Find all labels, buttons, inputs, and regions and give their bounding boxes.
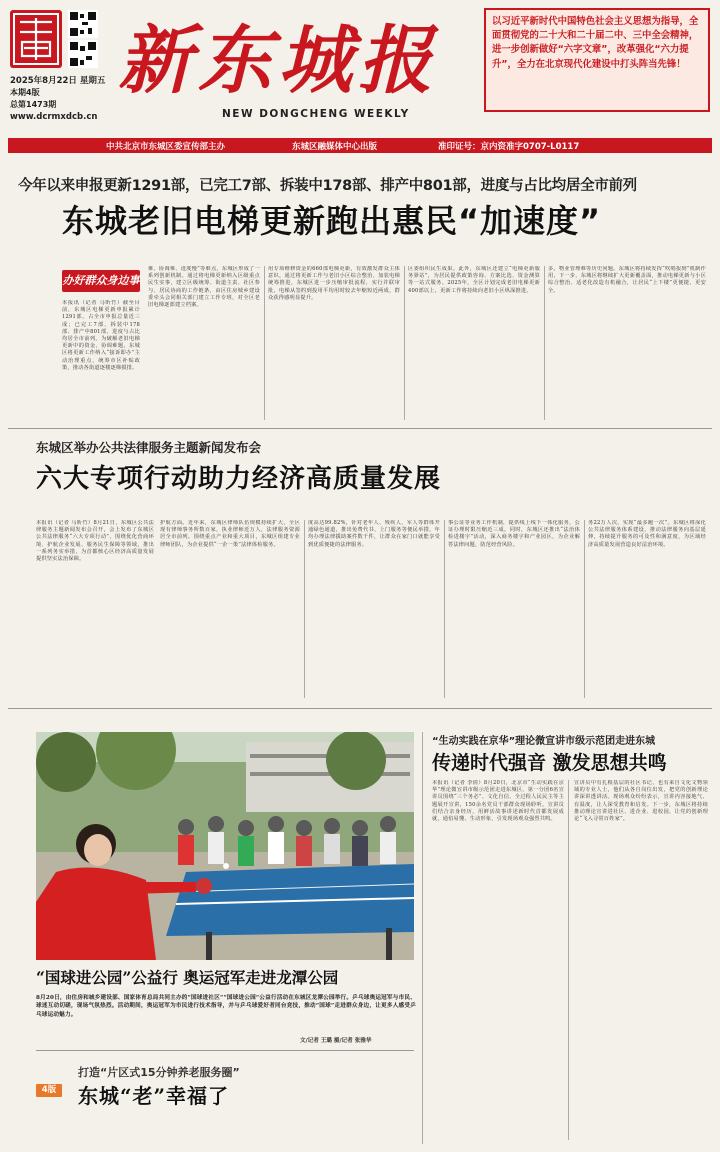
story2-column-2: 护航方面。近年来，东城区律师队伍规模持续扩大，全区现有律师事务所数百家，执业律师近万人，法律服务资源居全市前列。围绕重点产业和重大项目，东城区组建专业律师团队，为企业提供“一企一策”法律体检服务。 [160,520,300,548]
newspaper-title: 新东城报 [118,18,438,104]
story4-headline: 传递时代强音 激发思想共鸣 [432,752,667,774]
story2-column-3: 度高达99.82%，针对老年人、残疾人、军人等群体开通绿色通道，推出免费代书、上门服务等便民举措，年均办理法律援助案件数千件，让群众在家门口就能享受到优质便捷的法律服务。 [308,520,440,548]
teaser-headline[interactable]: 东城“老”幸福了 [78,1084,230,1108]
ping-pong-photo [36,732,414,960]
divider [304,520,305,698]
divider [584,520,585,698]
divider [264,266,265,420]
publisher-text: 东城区融媒体中心出版 [292,142,378,152]
teaser-kicker: 打造“片区式15分钟养老服务圈” [78,1066,240,1079]
story4-column-2: 宣讲员中有扎根基层的社区书记，也有来自文化文物领域的专业人士，他们从各自岗位出发，把党的创新理论讲深讲透讲活。现场观众纷纷表示，宣讲内容接地气、有温度，让人深受教育和启发。下一步，东城区将持续推动理论宣讲进社区、进企业、进校园，让党的创新理论“飞入寻常百姓家”。 [574,780,708,823]
divider [544,266,545,420]
story2-column-5: 务22万人次，实现“最多跑一次”。东城区将深化公共法律服务体系建设，推动法律服务向基层延伸，持续提升服务的可及性和满意度，为区域经济高质量发展营造良好法治环境。 [588,520,706,548]
sponsor-text: 中共北京市东城区委宣传部主办 [106,142,226,152]
seal-logo-icon [10,10,62,68]
column-badge [62,270,140,292]
column-badge-label: 办好群众身边事 [62,274,140,287]
story4-column-1: 本报讯（记者 李倩）8月20日，北京市“生动实践在京华”理论微宣讲市级示范团走进东城区，第一分团6名宣讲员围绕“三个务必”、文化自信、全过程人民民主等主题展开宣讲，150余名党员干部群众现场聆听。宣讲员们结合亲身经历，用鲜活故事讲述新时代首都发展成就，通俗易懂、生动形象，引发现场观众强烈共鸣。 [432,780,564,823]
story4-kicker: “生动实践在京华”理论微宣讲市级示范团走进东城 [432,736,656,747]
story1-column-1: 本报讯（记者 马昕竹）截至目前，东城区电梯更新申报累计1291部，占全市申报总量近三成；已完工7部、拆装中178部、排产中801部，进度与占比均居全市前列。为破解老旧电梯更新中的资金、协调难题，东城区将更新工作纳入“接诉即办”主动治理重点，统筹市区补贴政策，推动各街道逐楼逐梯摸排。 [62,300,140,371]
divider [422,732,423,1144]
story2-headline: 六大专项行动助力经济高质量发展 [36,464,442,494]
newspaper-subtitle: NEW DONGCHENG WEEKLY [222,108,410,120]
section-rule [8,708,712,709]
story1-column-5: 多，物业管理难等历史问题。东城区将持续发挥“吹哨报到”机制作用，下一步，东城区将继续扩大更新覆盖面，推动电梯更新与小区综合整治、适老化改造有机融合，让居民“上下楼”更便捷、更安全。 [548,266,706,294]
story2-kicker: 东城区举办公共法律服务主题新闻发布会 [36,440,262,455]
section-rule [8,428,712,429]
license-text: 准印证号：京内资准字0707-L0117 [438,142,580,152]
qr-code-icon [68,10,98,68]
page-count: 本期4版 [10,88,40,97]
section-rule [36,1050,414,1051]
masthead [0,0,720,132]
issue-date: 2025年8月22日 星期五 [10,76,106,86]
story1-column-2: 难、协调难、进度慢”等难点，东城区形成了一系列创新机制。通过将电梯更新纳入区级重点民生实事，建立区级统筹、街道主责、社区参与、居民协商的工作链条，由区住房城乡建设委牵头会同相关部门建立工作专班，对全区老旧电梯逐部建立档案。 [148,266,260,309]
divider [444,520,445,698]
story2-column-1: 本报讯（记者 马昕竹）8月21日，东城区公共法律服务主题新闻发布会召开，会上发布了东城区公共法律服务“六大专项行动”，围绕优化营商环境、护航企业发展、服务民生保障等领域，推出一系列务实举措，为首都核心区经济高质量发展提供坚实法治保障。 [36,520,154,563]
teaser-page-tag[interactable]: 4版 [36,1084,62,1097]
story1-column-4: 区委组织民生成果。此外，东城区还建立“电梯更新服务驿站”，为居民提供政策咨询、方案比选、资金测算等一站式服务。2025年，全区计划完成老旧电梯更新400部以上，更新工作将持续向老旧小区纵深推进。 [408,266,540,294]
divider [404,266,405,420]
slogan-box [484,8,710,112]
issue-number: 总第1473期 [10,100,57,109]
story3-credit: 文/记者 王璐 摄/记者 张雅华 [300,1038,372,1044]
story2-column-4: 事公证等业务工作机制，提供线上线下一体化服务，公证办理时限压缩近三成。同时，东城区还推出“法治体检进楼宇”活动，深入商务楼宇和产业园区，为企业解答法律问题，防范经营风险。 [448,520,580,548]
divider [568,780,569,1140]
slogan-text: 以习近平新时代中国特色社会主义思想为指导，全面贯彻党的二十大和二十届二中、三中全会精神，进一步创新做好“六字文章”，改革强化“六力提升”，全力在北京现代化建设中打头阵当先锋！ [492,16,699,70]
website-link[interactable]: www.dcrmxdcb.cn [10,112,98,122]
info-bar [8,138,712,153]
story1-kicker: 今年以来申报更新1291部，已完工7部、拆装中178部、排产中801部，进度与占比均居全市前列 [18,178,637,194]
story1-column-3: 用专项维修资金的660部电梯更新，有效激发群众主体意识。通过将更新工作与老旧小区综合整治、加装电梯统筹推进，东城区进一步压缩审批流程，实行并联审批，电梯从签约到投用平均用时较去年缩短近两成，群众获得感明显提升。 [268,266,400,301]
story1-headline: 东城老旧电梯更新跑出惠民“加速度” [62,202,602,240]
story3-headline: “国球进公园”公益行 奥运冠军走进龙潭公园 [36,968,339,987]
story3-body: 8月20日，由住房和城乡建设部、国家体育总局共同主办的“国球进社区”“国球进公园”公益行活动在东城区龙潭公园举行。乒乓球奥运冠军与市民、球迷互动切磋，现场气氛热烈。活动期间，奥运冠军为市民进行技术指导，并与乒乓球爱好者同台竞技，推动“国球”走进群众身边，让更多人感受乒乓球运动魅力。 [36,995,416,1018]
